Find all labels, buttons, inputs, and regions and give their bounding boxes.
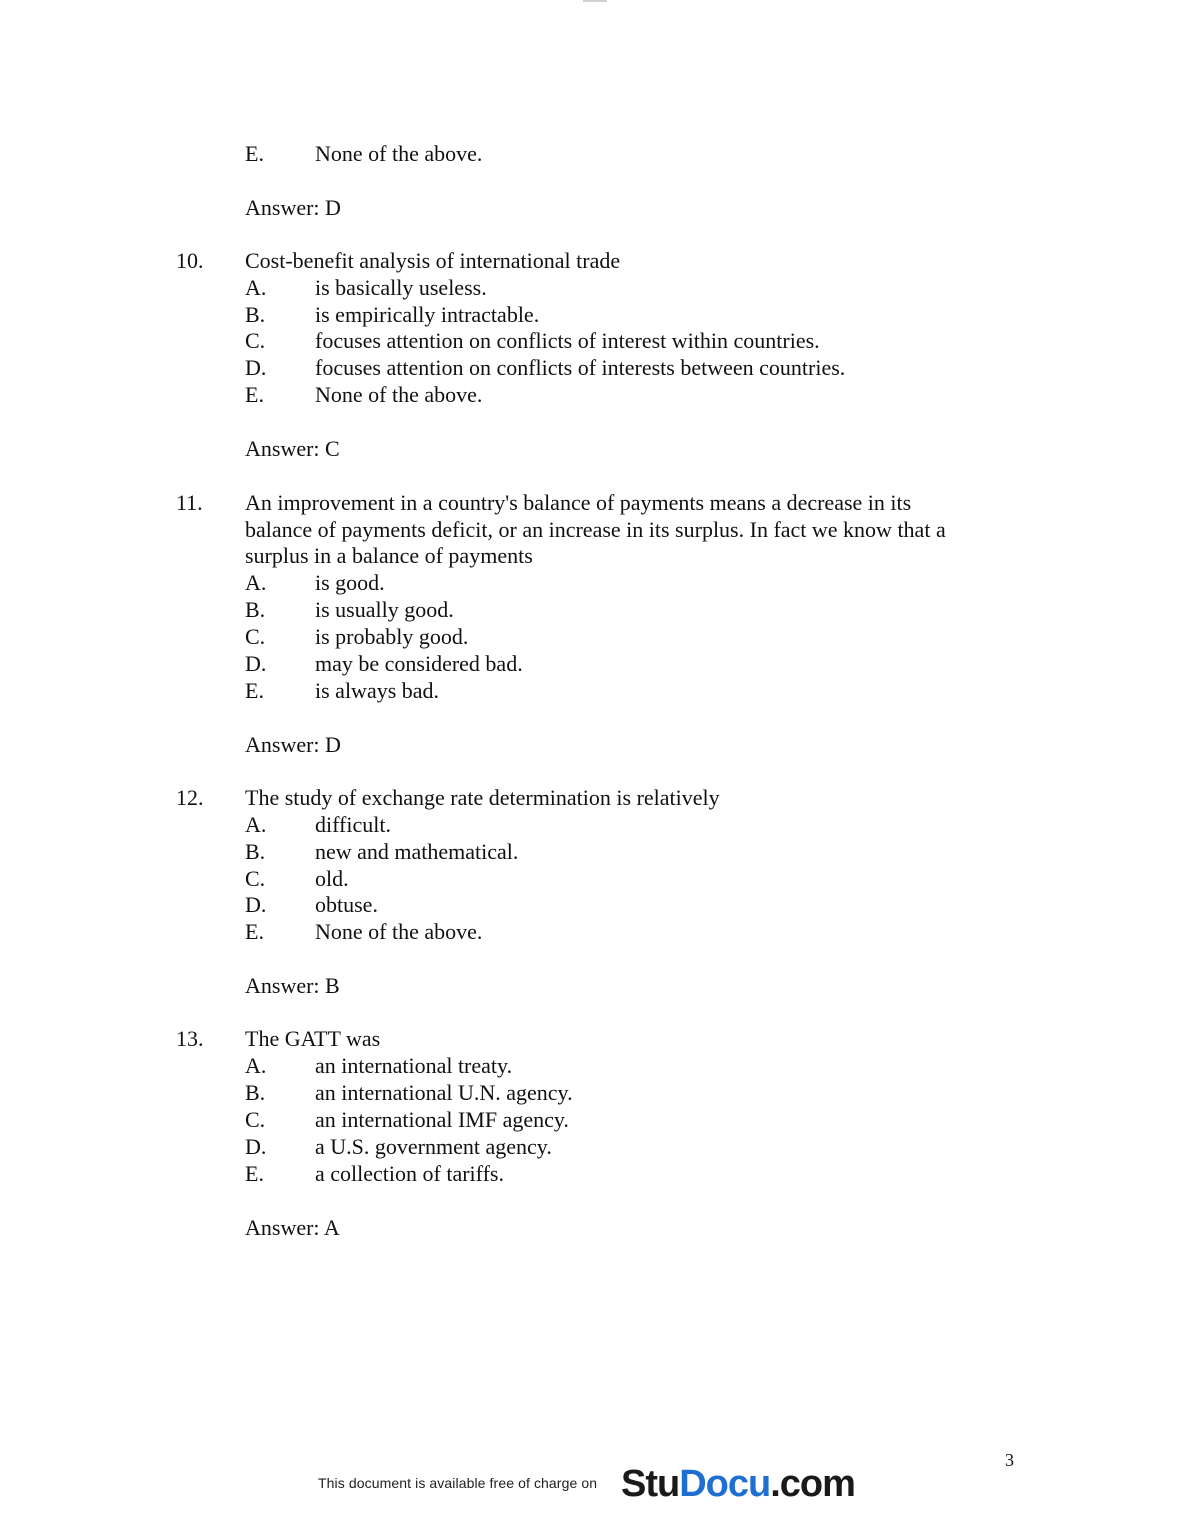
option-text: obtuse. [315,892,378,917]
question-number: 13. [176,1026,204,1051]
option-letter: E. [245,141,264,166]
studocu-logo[interactable] [621,1462,855,1506]
option-text: is empirically intractable. [315,302,540,327]
option-letter: E. [245,1161,264,1186]
option-letter: D. [245,892,267,917]
question-text: Cost-benefit analysis of international trade [245,248,621,273]
option-text: may be considered bad. [315,651,523,676]
question-text: The GATT was [245,1026,381,1051]
option-letter: A. [245,1053,267,1078]
option-letter: D. [245,651,267,676]
option-text: focuses attention on conflicts of interests between countries. [315,355,846,380]
option-letter: E. [245,678,264,703]
option-text: None of the above. [315,141,483,166]
option-text: None of the above. [315,919,483,944]
question-text: surplus in a balance of payments [245,543,533,568]
option-letter: C. [245,1107,266,1132]
answer-line: Answer: A [245,1215,340,1240]
option-text: old. [315,866,349,891]
question-number: 12. [176,785,204,810]
option-text: is basically useless. [315,275,487,300]
option-letter: C. [245,328,266,353]
option-letter: C. [245,866,266,891]
option-text: is always bad. [315,678,440,703]
page-number: 3 [1005,1450,1014,1470]
option-letter: B. [245,839,266,864]
option-letter: A. [245,275,267,300]
option-text: difficult. [315,812,391,837]
answer-line: Answer: D [245,732,341,757]
question-number: 10. [176,248,204,273]
option-text: focuses attention on conflicts of interest within countries. [315,328,820,353]
question-text: balance of payments deficit, or an increase in its surplus. In fact we know that a [245,517,946,542]
option-letter: E. [245,382,264,407]
option-text: is usually good. [315,597,454,622]
option-letter: B. [245,302,266,327]
option-text: an international IMF agency. [315,1107,569,1132]
footer-text: This document is available free of charge on [318,1475,598,1491]
option-text: None of the above. [315,382,483,407]
option-text: a collection of tariffs. [315,1161,504,1186]
option-letter: A. [245,570,267,595]
logo-com: .com [770,1463,855,1505]
option-letter: B. [245,1080,266,1105]
answer-line: Answer: C [245,436,340,461]
option-letter: D. [245,1134,267,1159]
option-text: a U.S. government agency. [315,1134,552,1159]
answer-line: Answer: B [245,973,340,998]
logo-stu: Stu [621,1463,680,1505]
question-text: The study of exchange rate determination is relatively [245,785,720,810]
option-text: is good. [315,570,385,595]
option-text: new and mathematical. [315,839,519,864]
option-text: an international U.N. agency. [315,1080,573,1105]
option-text: an international treaty. [315,1053,513,1078]
option-letter: D. [245,355,267,380]
option-letter: E. [245,919,264,944]
header-mark [583,0,607,2]
question-number: 11. [176,490,203,515]
option-letter: C. [245,624,266,649]
option-text: is probably good. [315,624,469,649]
question-text: An improvement in a country's balance of payments means a decrease in its [245,490,912,515]
option-letter: B. [245,597,266,622]
option-letter: A. [245,812,267,837]
footer-banner[interactable] [318,1462,878,1510]
answer-line: Answer: D [245,195,341,220]
logo-docu: Docu [679,1463,771,1505]
